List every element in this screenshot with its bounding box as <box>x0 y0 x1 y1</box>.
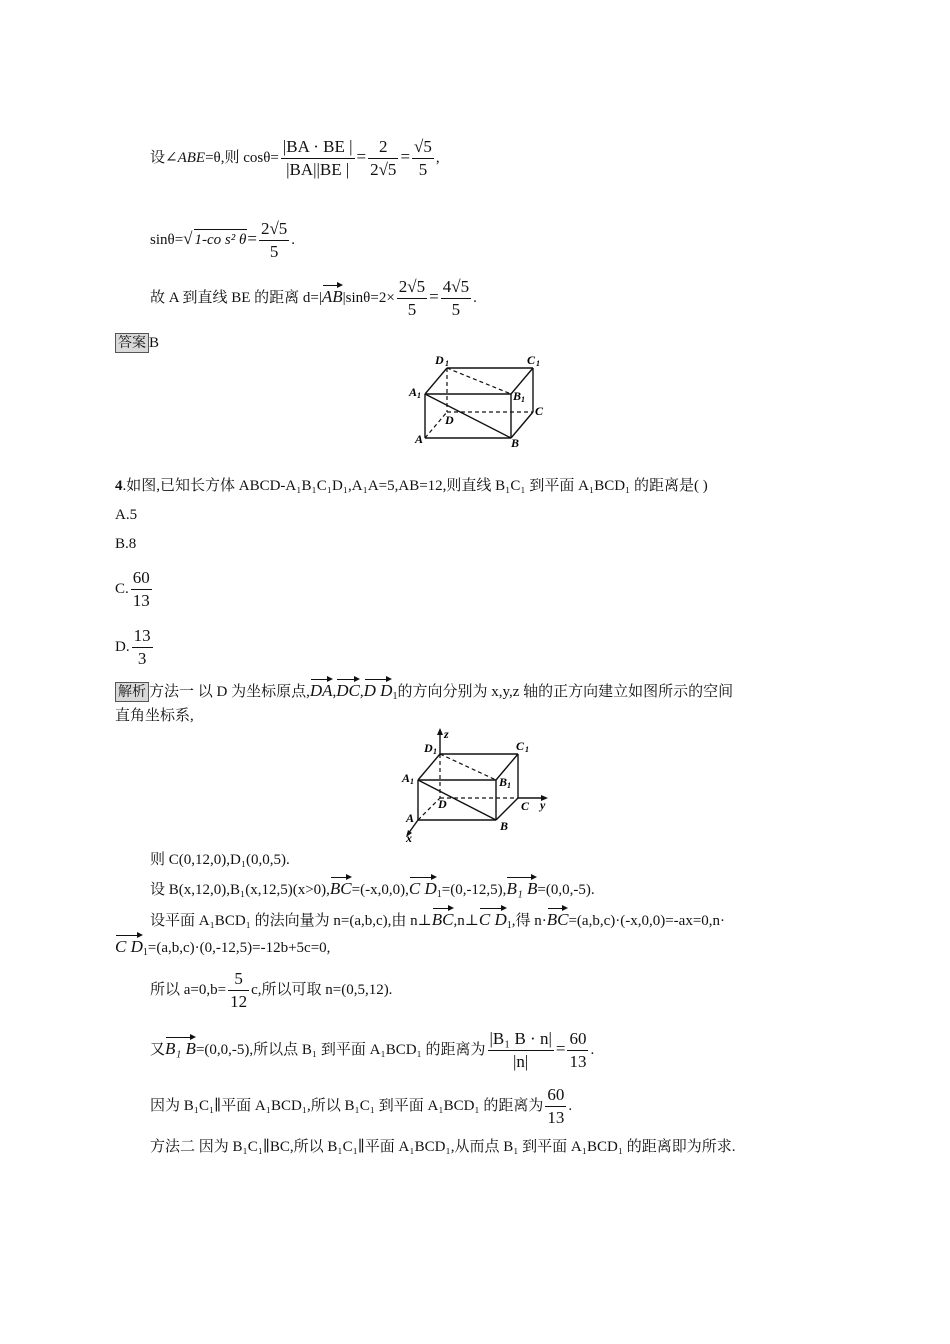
label-B1: B <box>513 389 522 403</box>
label-A: A <box>406 811 415 825</box>
axis-x-label: x <box>406 831 412 844</box>
option-d[interactable]: D. $\frac{13}{3}$ <box>115 626 151 668</box>
svg-text:1: 1 <box>507 781 511 790</box>
svg-text:1: 1 <box>410 777 414 786</box>
label-D1: D <box>424 741 433 755</box>
label-C1: C <box>516 739 525 753</box>
label-A1: A <box>409 385 418 399</box>
question-4-stem: 4.如图,已知长方体 ABCD-A₁B₁C₁D₁,A₁A=5,AB=12,则直线 B₁C₁ 到平面 A₁BCD₁ 的距离是( ) <box>115 478 708 494</box>
svg-text:1: 1 <box>417 391 421 400</box>
label-D: D <box>438 797 447 811</box>
solution-normal-vector-cont: C $D_1=(a,b,c)\cdot(0,-12,5)=-12b+5c=0$, <box>115 932 330 963</box>
formula-sin: sinθ=√ 1-co s² θ= $\frac{2√5}{5}$ . <box>150 219 296 261</box>
answer-tag: 答案 <box>115 333 149 353</box>
solution-method-2: 方法二 因为 B₁C₁∥BC,所以 B₁C₁∥平面 A₁BCD₁,从而点 B₁ 到平面 A₁BCD₁ 的距离即为所求. <box>150 1139 736 1155</box>
answer-line <box>115 333 159 353</box>
cuboid-figure-1 <box>405 352 555 452</box>
label-B: B <box>500 819 509 833</box>
answer-value: B <box>149 335 160 351</box>
formula-cos: 设∠ABE=θ,则 cosθ= $\frac{|BA \cdot BE |}{|BA||BE |}$ = $\frac{2}{2√5}$ = $\frac{√5}{5}$ , <box>150 137 440 179</box>
svg-text:1: 1 <box>445 359 449 368</box>
label-A: A <box>415 432 424 446</box>
label-A1: A <box>402 771 411 785</box>
axis-y-label: y <box>540 798 546 812</box>
solution-line-2: 直角坐标系, <box>115 708 194 724</box>
solution-tag: 解析 <box>115 682 149 702</box>
label-B1: B <box>499 775 508 789</box>
solution-method-1: 解析 方法一 以 D 为坐标原点,DA,DC,D $D_1$的方向分别为 x,y,z 轴的正方向建立如图所示的空间 <box>115 676 733 707</box>
option-b[interactable]: B.8 <box>115 536 137 552</box>
cuboid-figure-2 <box>398 726 558 844</box>
axis-z-label: z <box>444 727 449 741</box>
svg-text:1: 1 <box>525 745 529 754</box>
formula-distance: 故 A 到直线 BE 的距离 d=|AB|sinθ=2× $\frac{2√5}{5}$ = $\frac{4√5}{5}$ . <box>150 277 477 319</box>
svg-text:1: 1 <box>521 395 525 404</box>
solution-vectors: 设 B(x,12,0),B₁(x,12,5)(x>0),BC=(-x,0,0),C $D_1=(0,-12,5),B_1$ B=(0,0,-5). <box>150 874 595 905</box>
label-C1: C <box>527 353 536 367</box>
label-C: C <box>535 404 544 418</box>
label-D1: D <box>435 353 444 367</box>
solution-coordinates: 则 C(0,12,0),D₁(0,0,5). <box>150 852 290 868</box>
solution-distance: 又B₁ B=(0,0,-5),所以点 B₁ 到平面 A₁BCD₁ 的距离为 $\frac{\text{|B₁ B · n|}}{|n|}$ = $\frac{60}{13}$ . <box>150 1029 595 1071</box>
solution-normal-vector: 设平面 A₁BCD₁ 的法向量为 n=(a,b,c),由 n⊥BC,n⊥C $D_1$,得 n·BC=(a,b,c)·(-x,0,0)=-ax=0,n· <box>150 905 725 936</box>
svg-text:1: 1 <box>536 359 540 368</box>
label-C: C <box>521 799 530 813</box>
svg-text:1: 1 <box>433 747 437 756</box>
solution-conclusion: 因为 B₁C₁∥平面 A₁BCD₁,所以 B₁C₁ 到平面 A₁BCD₁ 的距离为 $\frac{60}{13}$ . <box>150 1085 573 1127</box>
solution-normal-result: 所以 a=0,b= $\frac{5}{12}$ c,所以可取 n=(0,5,12). <box>150 969 393 1011</box>
label-D: D <box>445 413 454 427</box>
label-B: B <box>511 436 520 450</box>
option-a[interactable]: A.5 <box>115 507 138 523</box>
option-c[interactable]: C. $\frac{60}{13}$ <box>115 568 150 610</box>
